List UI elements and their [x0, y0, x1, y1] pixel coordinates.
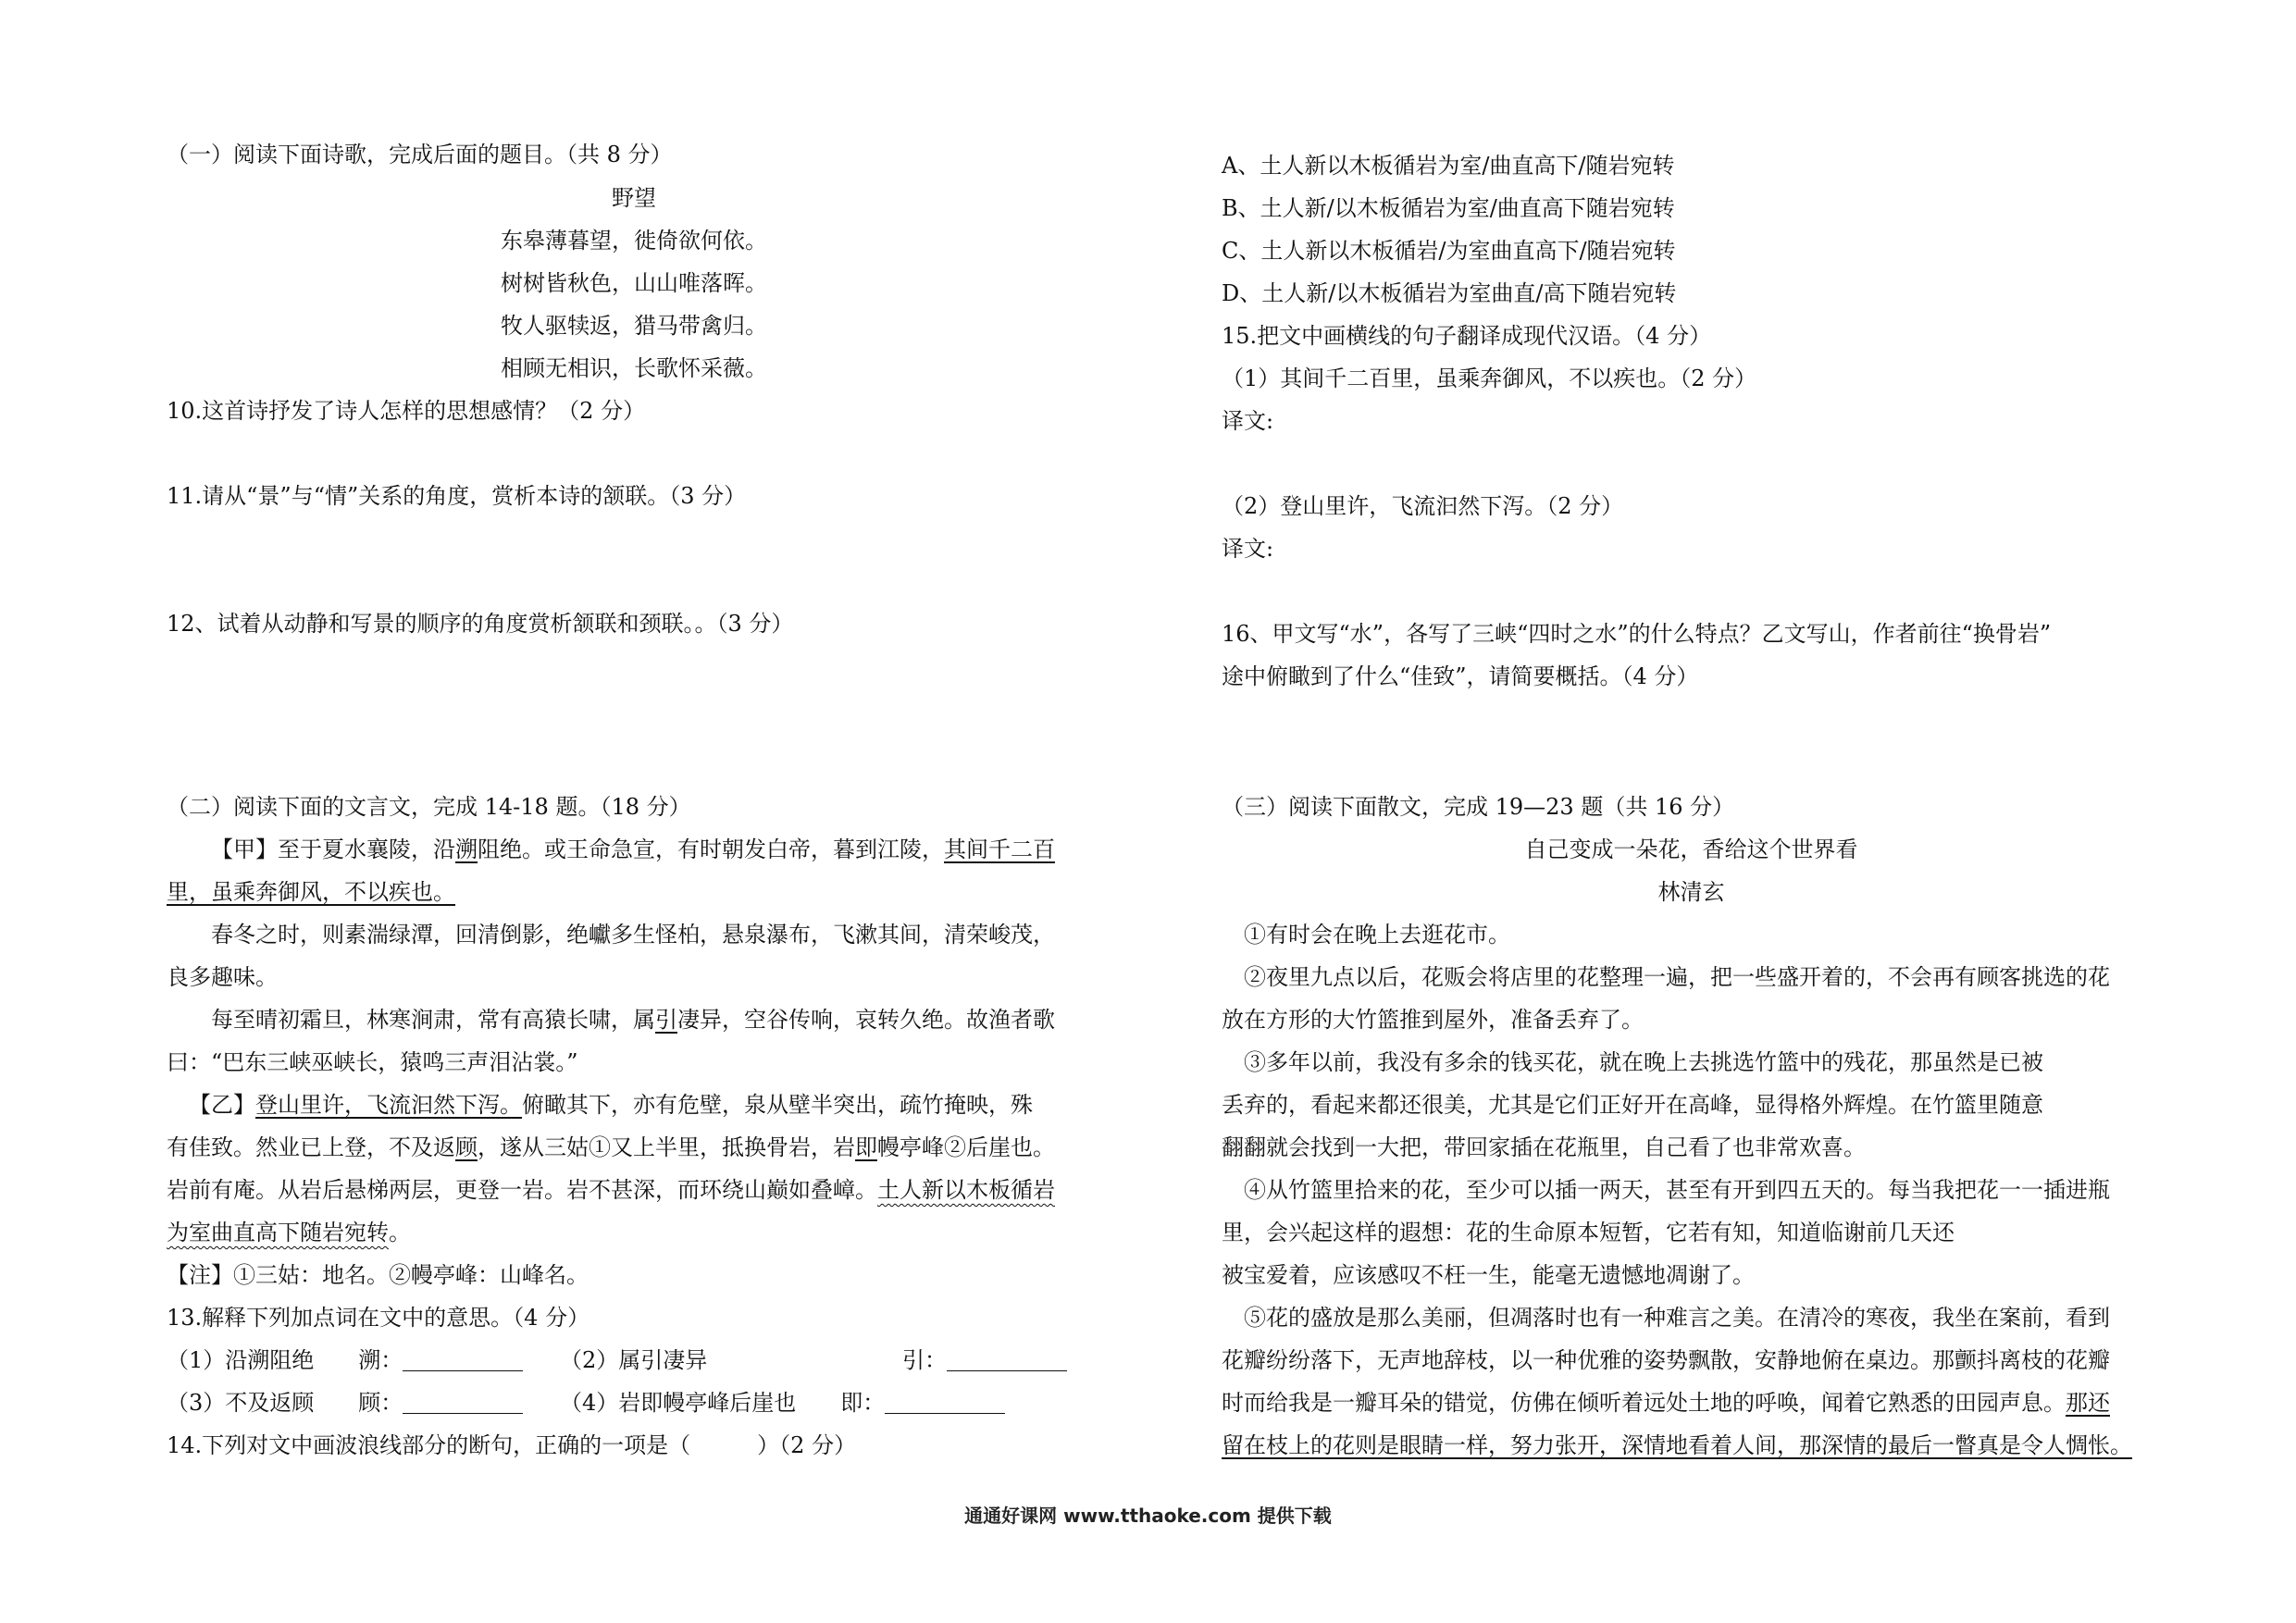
dotted-word-yin: 引 — [655, 1007, 677, 1033]
annotation-note: 【注】①三姑：地名。②幔亭峰：山峰名。 — [167, 1262, 589, 1288]
wavy-sentence-a: 土人新以木板循岩 — [877, 1177, 1055, 1203]
question-13-4 — [560, 1387, 1005, 1419]
essay-author: 林清玄 — [1657, 879, 1725, 905]
underlined-sentence-2: 登山里许，飞流汩然下泻。 — [255, 1092, 522, 1118]
question-16-line-1: 16、甲文写“水”，各写了三峡“四时之水”的什么特点？乙文写山，作者前往“换骨岩” — [1222, 621, 2052, 647]
question-13: 13.解释下列加点词在文中的意思。（4 分） — [167, 1305, 590, 1331]
essay-para-4-line-1: ④从竹篮里拾来的花，至少可以插一两天，甚至有开到四五天的。每当我把花一一插进瓶 — [1244, 1177, 2110, 1203]
dotted-word-su: 溯 — [455, 836, 478, 862]
yi-text: 。 — [389, 1220, 411, 1245]
question-13-3 — [167, 1387, 523, 1419]
jia-para3-line-1 — [211, 1004, 1055, 1035]
essay-para-5-line-2: 花瓣纷纷落下，无声地辞枝，以一种优雅的姿势飘散，安静地俯在桌边。那颤抖离枝的花瓣 — [1222, 1347, 2110, 1373]
jia-text: 每至晴初霜旦，林寒涧肃，常有高猿长啸，属 — [211, 1007, 655, 1033]
wavy-sentence-b: 为室曲直高下随岩宛转 — [167, 1220, 389, 1245]
option-d: D、土人新/以木板循岩为室曲直/高下随岩宛转 — [1222, 280, 1677, 306]
essay-para-3-line-1: ③多年以前，我没有多余的钱买花，就在晚上去挑选竹篮中的残花，那虽然是已被 — [1244, 1049, 2043, 1075]
question-10: 10.这首诗抒发了诗人怎样的思想感情？（2 分） — [167, 398, 646, 424]
jia-line-2 — [167, 876, 455, 908]
underlined-essay-sentence-b: 留在枝上的花则是眼睛一样，努力张开，深情地看着人间，那深情的最后一瞥真是令人惆怅。 — [1222, 1432, 2132, 1458]
option-b: B、土人新/以木板循岩为室/曲直高下随岩宛转 — [1222, 195, 1675, 221]
essay-para-4-line-3: 被宝爱着，应该感叹不枉一生，能毫无遗憾地凋谢了。 — [1222, 1262, 1755, 1288]
answer-blank[interactable] — [403, 1391, 523, 1414]
question-13-2: （2）属引凄异 — [560, 1347, 708, 1373]
question-13-1 — [167, 1344, 523, 1376]
question-13-2b — [902, 1344, 1067, 1376]
answer-blank[interactable] — [885, 1391, 1005, 1414]
essay-para-3-line-2: 丢弃的，看起来都还很美，尤其是它们正好开在高峰，显得格外辉煌。在竹篮里随意 — [1222, 1092, 2043, 1118]
q13-item-2-label: 引： — [902, 1347, 947, 1373]
yi-line-3 — [167, 1174, 1055, 1206]
answer-blank[interactable] — [403, 1348, 523, 1371]
jia-line-1 — [211, 834, 1055, 865]
q13-item-3: （3）不及返顾 顾： — [167, 1390, 403, 1416]
section1-title: （一）阅读下面诗歌，完成后面的题目。（共 8 分） — [167, 142, 673, 167]
essay-title: 自己变成一朵花，香给这个世界看 — [1524, 836, 1858, 862]
answer-blank[interactable] — [947, 1348, 1067, 1371]
dotted-word-ji: 即 — [855, 1134, 877, 1160]
question-11: 11.请从“景”与“情”关系的角度，赏析本诗的颔联。（3 分） — [167, 483, 747, 509]
q13-item-1: （1）沿溯阻绝 溯： — [167, 1347, 403, 1373]
poem-line-4: 相顾无相识，长歌怀采薇。 — [501, 355, 767, 381]
yi-text: ，遂从三姑①又上半里，抵换骨岩，岩 — [478, 1134, 855, 1160]
yi-text: 有佳致。然业已上登，不及返 — [167, 1134, 455, 1160]
poem-line-3: 牧人驱犊返，猎马带禽归。 — [501, 313, 767, 339]
yi-text: 岩前有庵。从岩后悬梯两层，更登一岩。岩不甚深，而环绕山巅如叠嶂。 — [167, 1177, 877, 1203]
question-12: 12、试着从动静和写景的顺序的角度赏析颔联和颈联。。（3 分） — [167, 611, 794, 637]
jia-para2-line-1: 春冬之时，则素湍绿潭，回清倒影，绝巘多生怪柏，悬泉瀑布，飞漱其间，清荣峻茂， — [211, 922, 1055, 948]
jia-text: 【甲】至于夏水襄陵，沿 — [211, 836, 455, 862]
question-16-line-2: 途中俯瞰到了什么“佳致”，请简要概括。（4 分） — [1222, 663, 1699, 689]
yi-line-2 — [167, 1132, 1055, 1163]
essay-para-2-line-2: 放在方形的大竹篮推到屋外，准备丢弃了。 — [1222, 1007, 1644, 1033]
essay-para-1: ①有时会在晚上去逛花市。 — [1244, 922, 1510, 948]
poem-line-2: 树树皆秋色，山山唯落晖。 — [501, 270, 767, 296]
essay-para-5-line-1: ⑤花的盛放是那么美丽，但凋落时也有一种难言之美。在清冷的寒夜，我坐在案前，看到 — [1244, 1305, 2110, 1331]
essay-para-3-line-3: 翻翻就会找到一大把，带回家插在花瓶里，自己看了也非常欢喜。 — [1222, 1134, 1866, 1160]
poem-line-1: 东皋薄暮望，徙倚欲何依。 — [501, 228, 767, 254]
essay-para-5-line-3 — [1222, 1387, 2110, 1419]
section3-title: （三）阅读下面散文，完成 19—23 题（共 16 分） — [1222, 794, 1735, 820]
poem-title: 野望 — [612, 185, 656, 211]
option-c: C、土人新以木板循岩/为室曲直高下/随岩宛转 — [1222, 238, 1676, 264]
question-15: 15.把文中画横线的句子翻译成现代汉语。（4 分） — [1222, 323, 1712, 349]
underlined-sentence-1b: 里，虽乘奔御风，不以疾也。 — [167, 879, 455, 905]
essay-para-5-line-4 — [1222, 1430, 2132, 1461]
essay-para-2-line-1: ②夜里九点以后，花贩会将店里的花整理一遍，把一些盛开着的，不会再有顾客挑选的花 — [1244, 964, 2110, 990]
option-a: A、土人新以木板循岩为室/曲直高下/随岩宛转 — [1222, 153, 1675, 179]
yi-text: 【乙】 — [189, 1092, 255, 1118]
translation-label-1: 译文: — [1222, 408, 1274, 434]
yi-line-4 — [167, 1217, 411, 1248]
essay-para-4-line-2: 里，会兴起这样的遐想：花的生命原本短暂，它若有知，知道临谢前几天还 — [1222, 1220, 1955, 1245]
jia-text: 阻绝。或王命急宣，有时朝发白帝，暮到江陵， — [478, 836, 944, 862]
yi-text: 幔亭峰②后崖也。 — [877, 1134, 1055, 1160]
question-14: 14.下列对文中画波浪线部分的断句，正确的一项是（ ）（2 分） — [167, 1432, 857, 1458]
jia-para2-line-2: 良多趣味。 — [167, 964, 278, 990]
section2-title: （二）阅读下面的文言文，完成 14-18 题。（18 分） — [167, 794, 691, 820]
underlined-sentence-1a: 其间千二百 — [944, 836, 1055, 862]
question-15-2: （2）登山里许，飞流汩然下泻。（2 分） — [1222, 493, 1624, 519]
question-15-1: （1）其间千二百里，虽乘奔御风，不以疾也。（2 分） — [1222, 365, 1757, 391]
jia-text: 凄异，空谷传响，哀转久绝。故渔者歌 — [677, 1007, 1055, 1033]
yi-line-1 — [189, 1089, 1033, 1121]
q13-item-4: （4）岩即幔亭峰后崖也 即： — [560, 1390, 886, 1416]
yi-text: 俯瞰其下，亦有危壁，泉从壁半突出，疏竹掩映，殊 — [522, 1092, 1033, 1118]
essay-text: 时而给我是一瓣耳朵的错觉，仿佛在倾听着远处土地的呼唤，闻着它熟悉的田园声息。 — [1222, 1390, 2066, 1416]
jia-para3-line-2: 曰：“巴东三峡巫峡长，猿鸣三声泪沾裳。” — [167, 1049, 578, 1075]
footer-credit: 通通好课网 www.tthaoke.com 提供下载 — [964, 1505, 1332, 1527]
translation-label-2: 译文: — [1222, 536, 1274, 562]
underlined-essay-sentence-a: 那还 — [2066, 1390, 2110, 1416]
dotted-word-gu: 顾 — [455, 1134, 478, 1160]
